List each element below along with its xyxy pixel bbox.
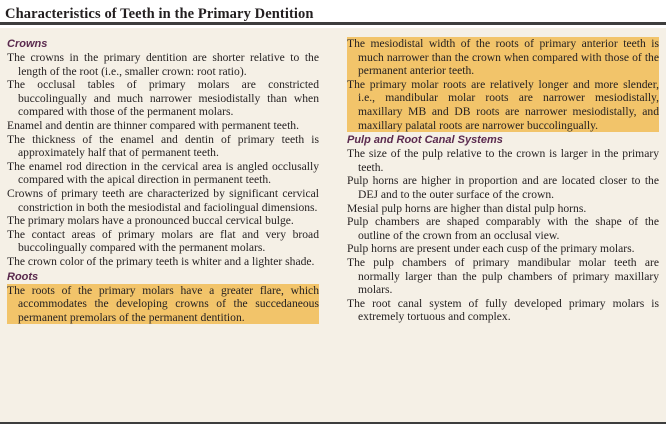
pulp-item: The pulp chambers of primary mandibular molar teeth are normally larger than the pulp chambers of primary maxillary molars.	[347, 255, 659, 297]
pulp-item: Pulp chambers are shaped comparably with the shape of the outline of the crown from an occlusal view.	[347, 215, 659, 242]
roots-item-highlighted: The mesiodistal width of the roots of primary anterior teeth is much narrower than the crown when compared with those of the permanent anterior teeth.	[347, 37, 659, 78]
crowns-item: The thickness of the enamel and dentin of primary teeth is approximately half that of permanent teeth.	[7, 132, 319, 160]
crowns-item: Enamel and dentin are thinner compared with permanent teeth.	[7, 118, 299, 132]
crowns-item: Crowns of primary teeth are characterized by significant cervical constriction in both the mesiodistal and faciolingual dimensions.	[7, 186, 319, 214]
title-bar	[0, 0, 666, 25]
table-title: Characteristics of Teeth in the Primary Dentition	[5, 6, 314, 22]
pulp-item: Pulp horns are higher in proportion and are located closer to the DEJ and to the outer surface of the crown.	[347, 174, 659, 201]
crowns-item: The enamel rod direction in the cervical area is angled occlusally compared with the apical direction in permanent teeth.	[7, 159, 319, 187]
crowns-heading: Crowns	[7, 38, 48, 50]
crowns-item: The occlusal tables of primary molars are constricted buccolingually and much narrower mesiodistally than when compared with those of the permanent molars.	[7, 78, 319, 119]
pulp-heading: Pulp and Root Canal Systems	[347, 134, 503, 147]
pulp-item: Pulp horns are present under each cusp of the primary molars.	[347, 242, 635, 256]
pulp-item: Mesial pulp horns are higher than distal pulp horns.	[347, 201, 587, 215]
table-body	[0, 28, 666, 424]
roots-item-highlighted: The roots of the primary molars have a greater flare, which accommodates the developing crowns of the succedaneous permanent premolars of the permanent dentition.	[7, 283, 319, 324]
crowns-item: The primary molars have a pronounced buccal cervical bulge.	[7, 214, 294, 228]
left-column	[7, 36, 319, 324]
pulp-item: The size of the pulp relative to the crown is larger in the primary teeth.	[347, 147, 659, 174]
roots-item-highlighted: The primary molar roots are relatively longer and more slender, i.e., mandibular molar roots are narrower mesiodistally, maxillary MB and DB roots are narrower mesiodistally, and maxillary palatal roots are narrower buccolingually.	[347, 77, 659, 132]
roots-heading: Roots	[7, 270, 39, 283]
crowns-item: The crown color of the primary teeth is whiter and a lighter shade.	[7, 254, 315, 268]
crowns-item: The contact areas of primary molars are flat and very broad buccolingually compared with the permanent molars.	[7, 227, 319, 255]
crowns-item: The crowns in the primary dentition are shorter relative to the length of the root (i.e., smaller crown: root ratio).	[7, 51, 319, 78]
pulp-item: The root canal system of fully developed primary molars is extremely tortuous and complex.	[347, 296, 659, 324]
right-column	[347, 37, 659, 324]
